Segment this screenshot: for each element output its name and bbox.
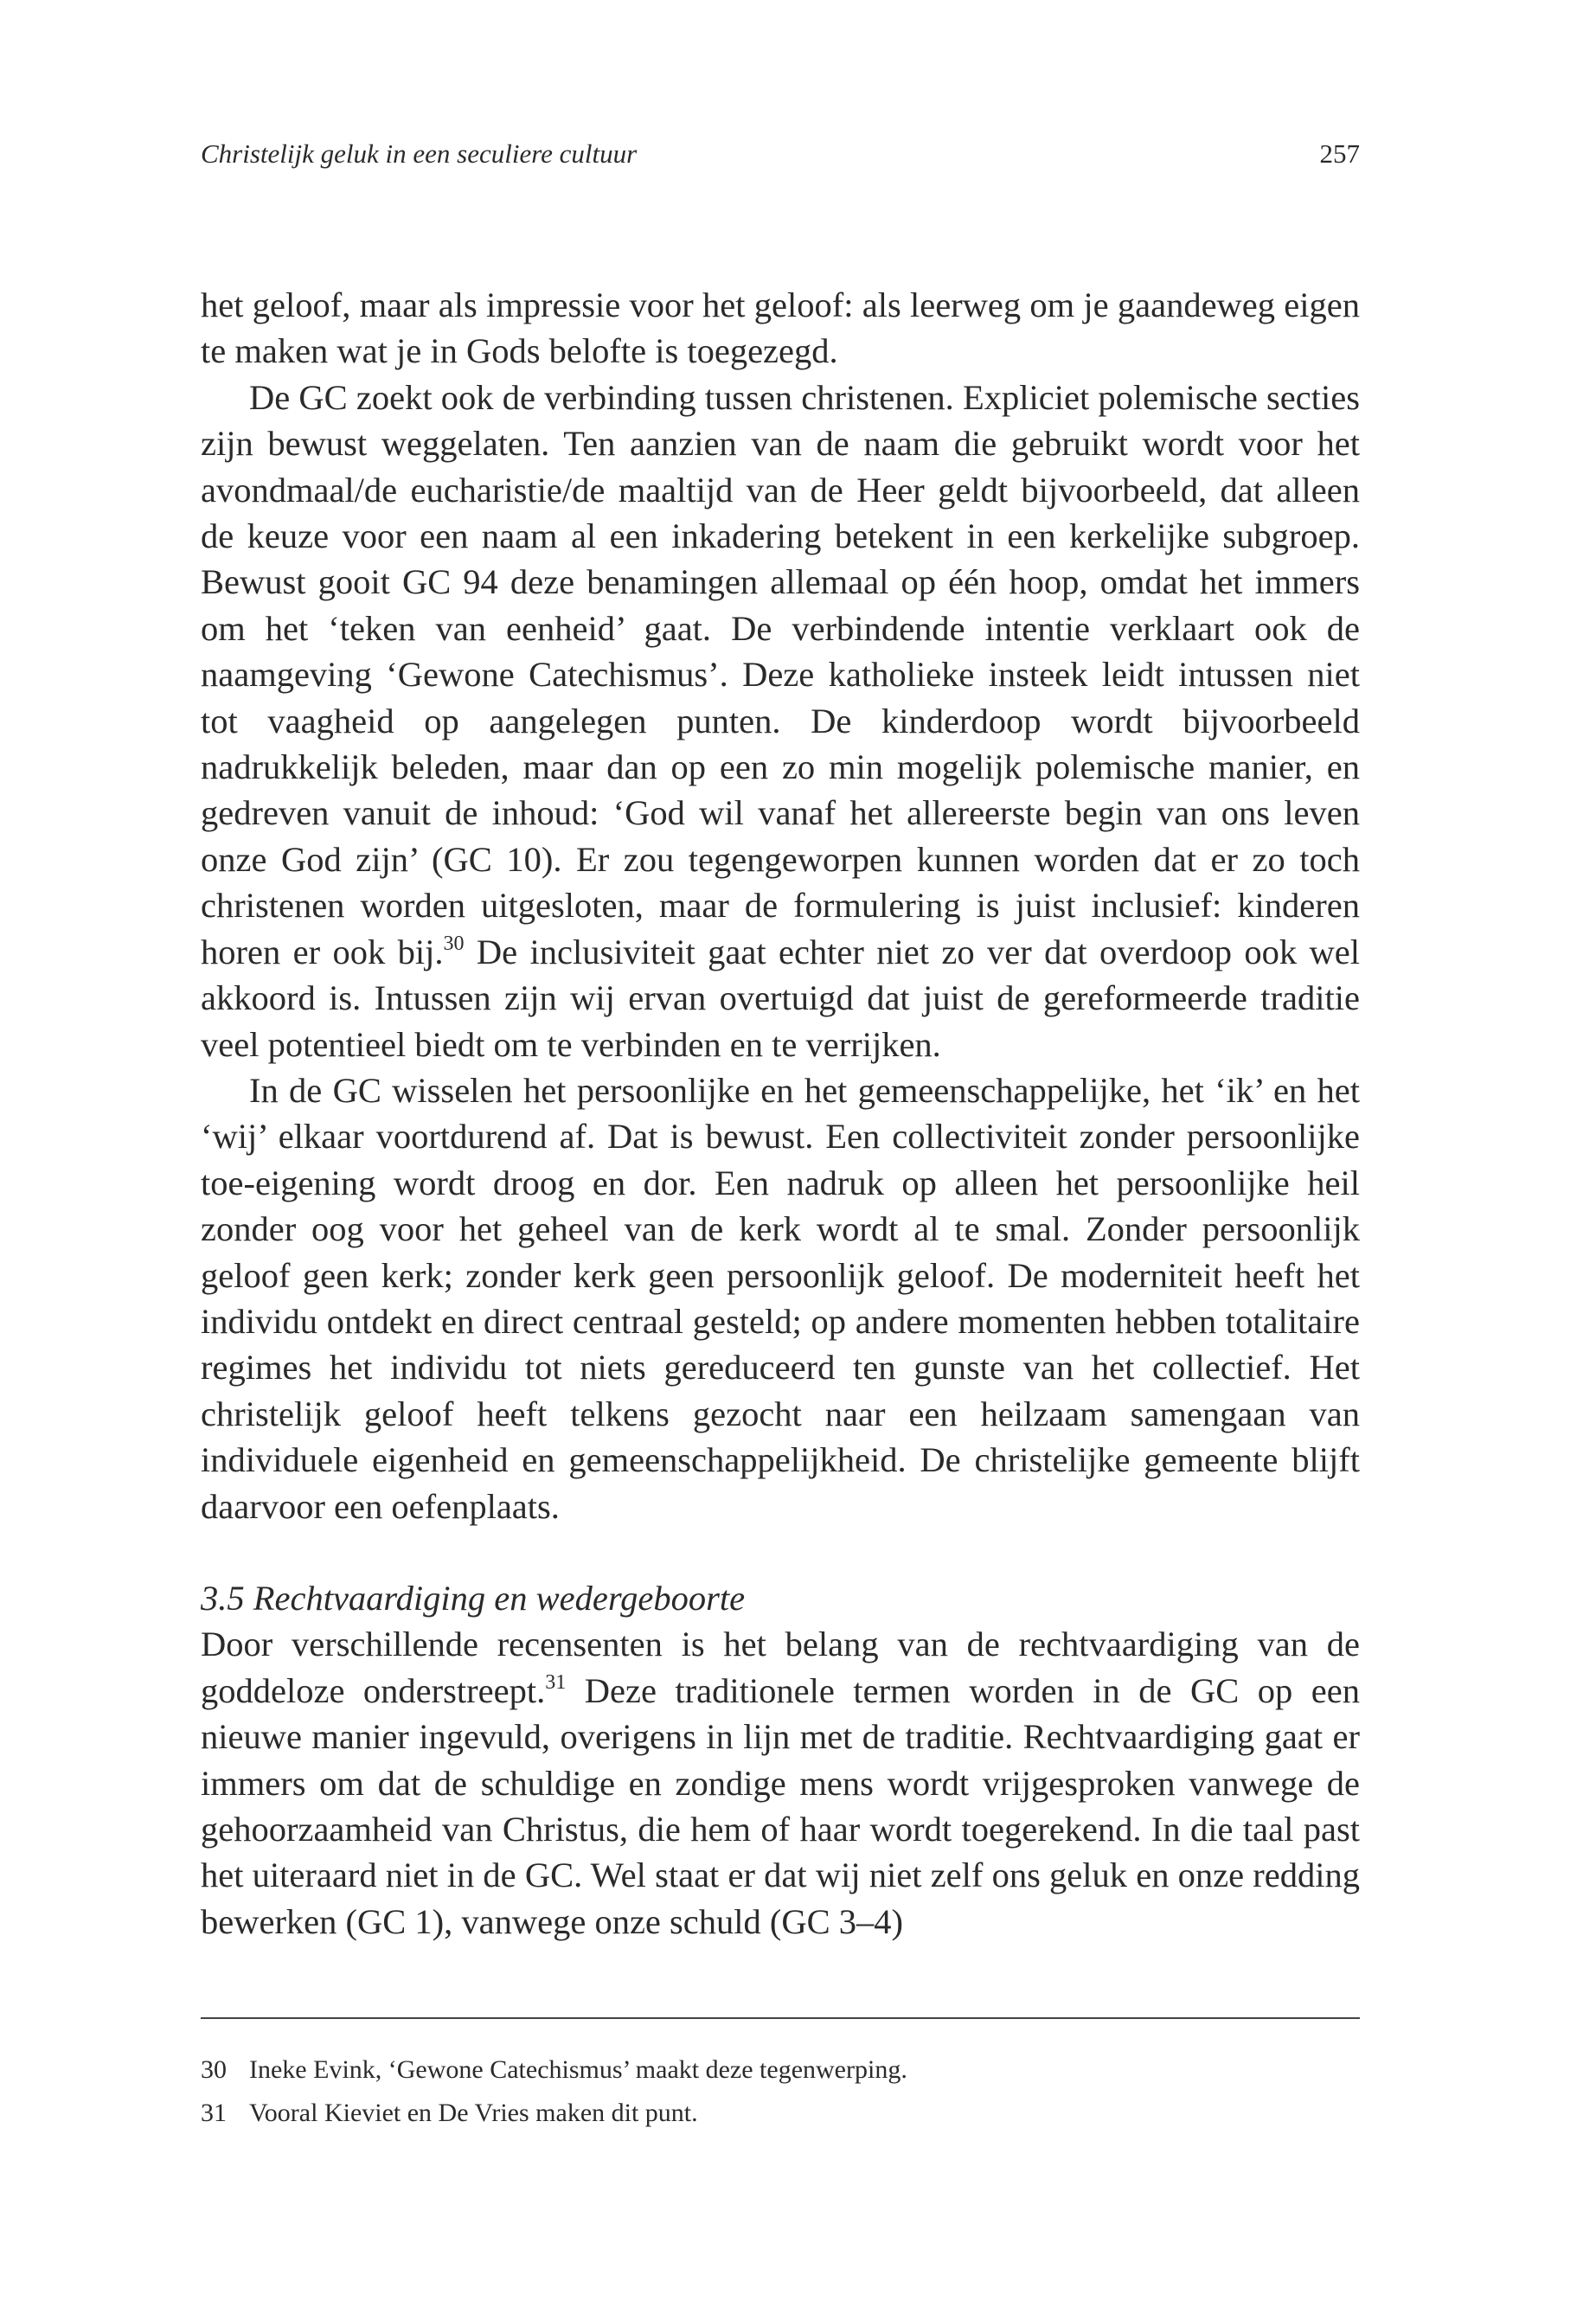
paragraph — [201, 375, 1360, 1067]
footnote-reference: 31 — [545, 1670, 567, 1694]
footnote-text: Ineke Evink, ‘Gewone Catechismus’ maakt deze tegenwerping. — [249, 2055, 907, 2084]
paragraph-text: In de GC wisselen het persoonlijke en het gemeenschappelijke, het ‘ik’ en het ‘wij’ elkaar voortdurend af. Dat is bewust. Een collectiviteit zonder persoonlijke toe-eigening wordt droog en dor. Een nadruk op alleen het persoonlijke heil zonder oog voor het geheel van de kerk wordt al te smal. Zonder persoonlijk geloof geen kerk; zonder kerk geen persoonlijk geloof. De moderniteit heeft het individu ontdekt en direct centraal gesteld; op andere momenten hebben totalitaire regimes het individu tot niets gereduceerd ten gunste van het collectief. Het christelijk geloof heeft telkens gezocht naar een heilzaam samengaan van individuele eigenheid en gemeenschappelijkheid. De christelijke gemeente blijft daarvoor een oefenplaats. — [201, 1070, 1360, 1526]
footnote-text: Vooral Kieviet en De Vries maken dit punt. — [249, 2099, 698, 2127]
footnotes — [201, 2048, 1360, 2135]
paragraph-text: het geloof, maar als impressie voor het geloof: als leerweg om je gaandeweg eigen te maken wat je in Gods belofte is toegezegd. — [201, 285, 1360, 371]
paragraph — [201, 1067, 1360, 1529]
footnote-reference: 30 — [443, 932, 465, 955]
paragraph-text: Door verschillende recensenten is het belang van de rechtvaardiging van de goddeloze onderstreept. — [201, 1625, 1360, 1710]
paragraph — [201, 1621, 1360, 1945]
page-number: 257 — [1319, 138, 1360, 169]
footnote — [201, 2092, 1360, 2135]
running-header — [201, 138, 1360, 182]
body-text — [201, 282, 1360, 1945]
paragraph-text: Deze traditionele termen worden in de GC op een nieuwe manier ingevuld, overigens in lijn met de traditie. Rechtvaardiging gaat er immers om dat de schuldige en zondige mens wordt vrijgesproken vanwege de gehoorzaamheid van Christus, die hem of haar wordt toegerekend. In die taal past het uiteraard niet in de GC. Wel staat er dat wij niet zelf ons geluk en onze redding bewerken (GC 1), vanwege onze schuld (GC 3–4) — [201, 1670, 1360, 1941]
footnote-number: 30 — [201, 2055, 227, 2084]
book-page — [201, 0, 1360, 2301]
paragraph-text: De GC zoekt ook de verbinding tussen christenen. Expliciet polemische secties zijn bewust weggelaten. Ten aanzien van de naam die gebruikt wordt voor het avondmaal/de eucharistie/de maaltijd van de Heer geldt bijvoorbeeld, dat alleen de keuze voor een naam al een inkadering betekent in een kerkelijke subgroep. Bewust gooit GC 94 deze benamingen allemaal op één hoop, omdat het immers om het ‘teken van eenheid’ gaat. De verbindende intentie verklaart ook de naamgeving ‘Gewone Catechismus’. Deze katholieke insteek leidt intussen niet tot vaagheid op aangelegen punten. De kinderdoop wordt bijvoorbeeld nadrukkelijk beleden, maar dan op een zo min mogelijk polemische manier, en gedreven vanuit de inhoud: ‘God wil vanaf het allereerste begin van ons leven onze God zijn’ (GC 10). Er zou tegengeworpen kunnen worden dat er zo toch christenen worden uitgesloten, maar de formulering is juist inclusief: kinderen horen er ook bij. — [201, 377, 1360, 971]
running-title: Christelijk geluk in een seculiere cultuur — [201, 138, 638, 169]
section-heading: 3.5 Rechtvaardiging en wedergeboorte — [201, 1578, 746, 1618]
footnote — [201, 2048, 1360, 2092]
paragraph — [201, 282, 1360, 375]
footnote-divider — [201, 2017, 1360, 2019]
footnote-number: 31 — [201, 2099, 227, 2127]
paragraph-text: De inclusiviteit gaat echter niet zo ver dat overdoop ook wel akkoord is. Intussen zijn wij ervan overtuigd dat juist de gereformeerde traditie veel potentieel biedt om te verbinden en te verrijken. — [201, 932, 1360, 1064]
